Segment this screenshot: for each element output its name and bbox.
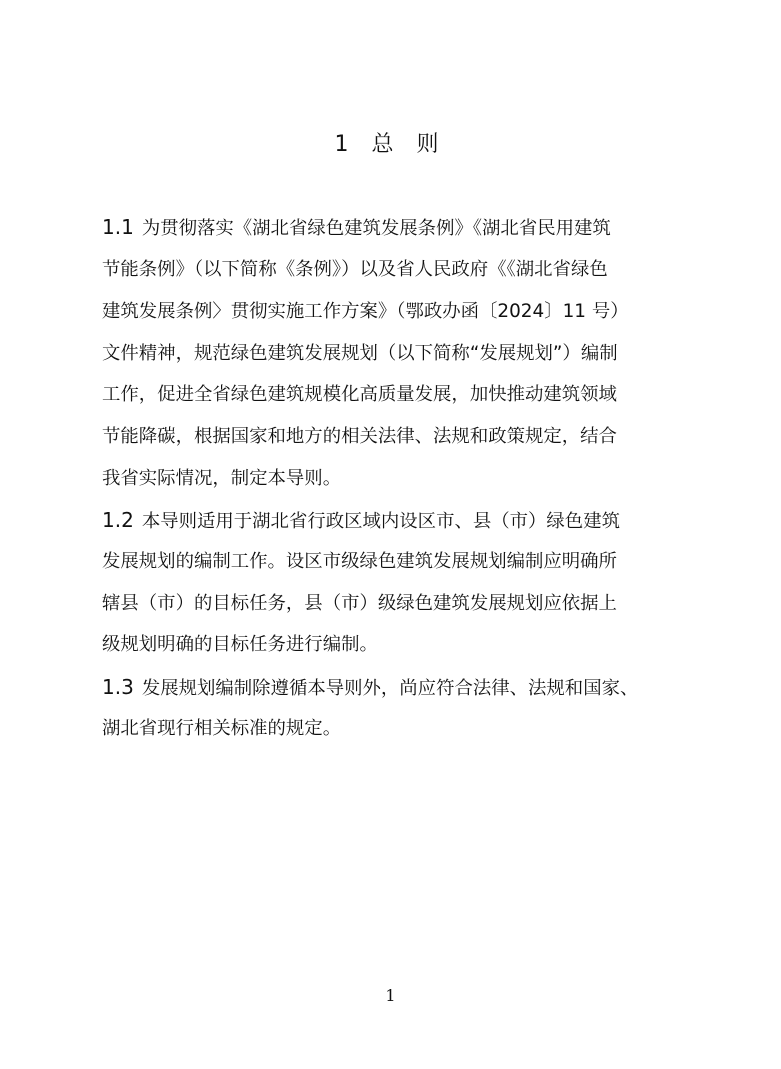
clause-number: 1.3: [102, 675, 134, 699]
page-number: 1: [385, 986, 396, 1005]
paragraph-line: 节能条例》（以下简称《条例》）以及省人民政府《《湖北省绿色: [102, 259, 608, 280]
paragraph-line: 文件精神，规范绿色建筑发展规划（以下简称“发展规划”）编制: [102, 343, 618, 364]
paragraph-line: 级规划明确的目标任务进行编制。: [102, 634, 378, 655]
paragraph-line: 节能降碳，根据国家和地方的相关法律、法规和政策规定，结合: [102, 426, 617, 447]
line-text: 为贯彻落实《湖北省绿色建筑发展条例》《湖北省民用建筑: [141, 218, 611, 239]
clause-number: 1.2: [102, 508, 134, 532]
paragraph-line: 湖北省现行相关标准的规定。: [102, 718, 342, 739]
paragraph-line: 工作，促进全省绿色建筑规模化高质量发展，加快推动建筑领域: [102, 384, 617, 405]
paragraph-line: [102, 213, 692, 243]
paragraph-line: 发展规划的编制工作。设区市级绿色建筑发展规划编制应明确所: [102, 551, 617, 572]
clause-number: 1.1: [102, 215, 134, 239]
paragraph-line: 我省实际情况，制定本导则。: [102, 468, 342, 489]
line-text: 发展规划编制除遵循本导则外，尚应符合法律、法规和国家、: [141, 678, 639, 699]
paragraph-line: 辖县（市）的目标任务，县（市）级绿色建筑发展规划应依据上: [102, 593, 617, 614]
paragraph-line: [102, 673, 692, 703]
paragraph-line: 建筑发展条例〉贯彻实施工作方案》（鄂政办函〔2024〕11 号）: [102, 301, 629, 322]
line-text: 本导则适用于湖北省行政区域内设区市、县（市）绿色建筑: [141, 511, 620, 532]
paragraph-line: [102, 506, 692, 536]
chapter-heading: 1 总 则: [334, 132, 447, 157]
